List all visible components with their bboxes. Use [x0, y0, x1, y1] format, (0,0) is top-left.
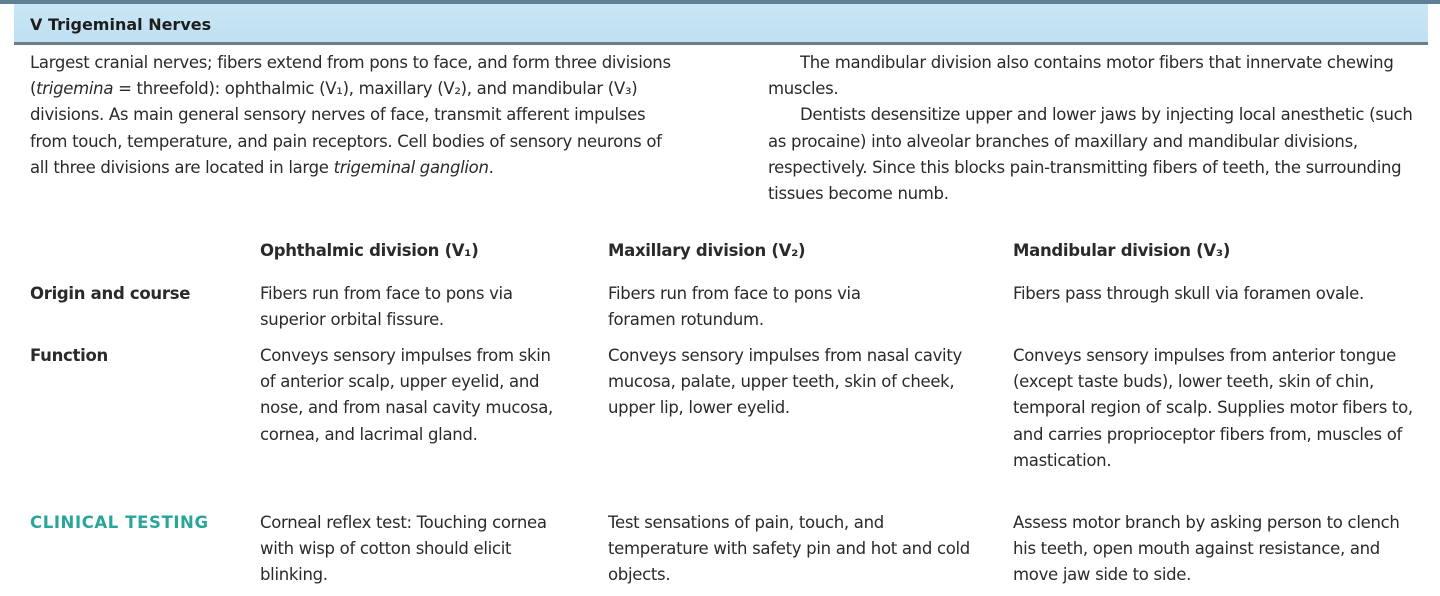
- row-label: Origin and course: [30, 284, 191, 303]
- table-cell: Fibers run from face to pons via foramen rotundum.: [608, 284, 861, 330]
- table-cell: Corneal reflex test: Touching cornea with wisp of cotton should elicit blinking.: [260, 513, 547, 585]
- intro-italic: trigeminal ganglion: [333, 157, 489, 177]
- col-header: Mandibular division (V₃): [1013, 241, 1231, 260]
- intro-left: [30, 50, 680, 181]
- intro-paragraph: Dentists desensitize upper and lower jaws by injecting local anesthetic (such as procaine) into alveolar branches of maxillary and mandibular divisions, respectively. Since this blocks pain-transmitting fibers of teeth, the surrounding tissues become numb.: [768, 105, 1413, 204]
- col-header: Ophthalmic division (V₁): [260, 241, 479, 260]
- intro-italic: trigemina: [36, 79, 114, 99]
- col-header: Maxillary division (V₂): [608, 241, 806, 260]
- table-cell: Conveys sensory impulses from nasal cavity mucosa, palate, upper teeth, skin of cheek, upper lip, lower eyelid.: [608, 346, 962, 418]
- intro-text: .: [488, 157, 494, 177]
- title-band: [14, 4, 1428, 45]
- row-label-clinical: CLINICAL TESTING: [30, 513, 209, 532]
- table-cell: Fibers pass through skull via foramen ovale.: [1013, 284, 1364, 303]
- table-cell: Assess motor branch by asking person to clench his teeth, open mouth against resistance, and move jaw side to side.: [1013, 513, 1400, 585]
- section-title: V Trigeminal Nerves: [30, 15, 212, 34]
- intro-right: [768, 50, 1428, 207]
- table-cell: Conveys sensory impulses from skin of anterior scalp, upper eyelid, and nose, and from nasal cavity mucosa, cornea, and lacrimal gland.: [260, 346, 553, 444]
- intro-text: Largest cranial nerves; fibers extend from pons to face, and form three divisions (: [30, 53, 671, 99]
- intro-paragraph: The mandibular division also contains motor fibers that innervate chewing muscles.: [768, 53, 1394, 99]
- table-cell: Fibers run from face to pons via superior orbital fissure.: [260, 284, 513, 330]
- intro-text: = threefold): ophthalmic (V₁), maxillary (V₂), and mandibular (V₃) divisions. As main general sensory nerves of face, transmit afferent impulses from touch, temperature, and pain receptors. Cell bodies of sensory neurons of all three divisions are located in large: [30, 79, 662, 177]
- table-cell: Conveys sensory impulses from anterior tongue (except taste buds), lower teeth, skin of chin, temporal region of scalp. Supplies motor fibers to, and carries proprioceptor fibers from, muscles of mastication.: [1013, 346, 1413, 470]
- table-cell: Test sensations of pain, touch, and temperature with safety pin and hot and cold objects.: [608, 513, 970, 585]
- row-label: Function: [30, 346, 108, 365]
